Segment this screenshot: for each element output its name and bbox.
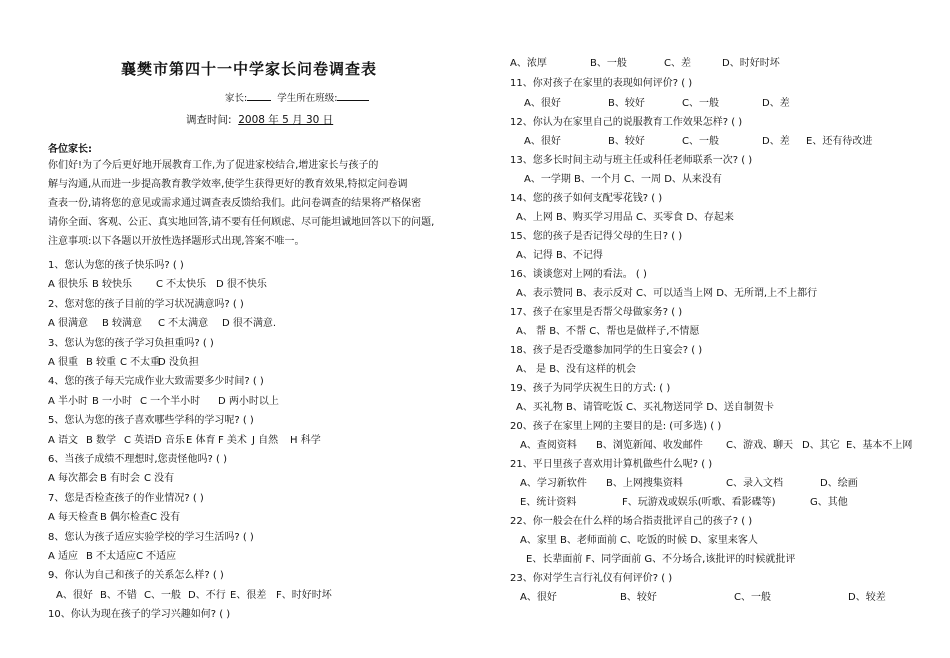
q22-options-row1: A、家里 B、老师面前 C、吃饭的时候 D、家里来客人	[520, 535, 758, 546]
answer-option[interactable]: C 一个半小时	[140, 395, 201, 407]
parent-blank[interactable]	[247, 91, 271, 101]
answer-option[interactable]: B 一小时	[92, 395, 133, 407]
answer-option[interactable]: C 不太满意	[158, 318, 209, 330]
answer-option[interactable]: E、很差	[230, 589, 267, 601]
question-10: 10、你认为现在孩子的学习兴趣如何? ( )	[48, 609, 231, 621]
answer-option[interactable]: E、基本不上网	[846, 440, 913, 451]
answer-option[interactable]: D、不行	[188, 589, 226, 601]
answer-option[interactable]: B 偶尔检查	[100, 512, 151, 524]
answer-option[interactable]: C 没有	[144, 473, 175, 485]
answer-option[interactable]: A、很好	[56, 589, 93, 601]
q20-options	[520, 436, 930, 450]
q10-options	[510, 54, 930, 68]
answer-option[interactable]: B、不错	[100, 589, 137, 601]
question-12: 12、你认为在家里自己的说服教育工作效果怎样? ( )	[510, 117, 743, 128]
answer-option[interactable]: C 不适应	[136, 551, 177, 562]
answer-option[interactable]: F、时好时坏	[276, 589, 332, 601]
answer-option[interactable]: B、较好	[620, 592, 657, 603]
q9-options	[48, 586, 448, 600]
q16-options: A、表示赞同 B、表示反对 C、可以适当上网 D、无所谓,上不上都行	[516, 288, 818, 299]
question-14: 14、您的孩子如何支配零花钱? ( )	[510, 193, 663, 204]
answer-option[interactable]: B 有时会	[100, 473, 141, 485]
question-4: 4、您的孩子每天完成作业大致需要多少时间? ( )	[48, 376, 264, 388]
question-11: 11、你对孩子在家里的表现如何评价? ( )	[510, 78, 693, 89]
q19-options: A、买礼物 B、请管吃饭 C、买礼物送同学 D、送自制贺卡	[516, 402, 774, 413]
answer-option[interactable]: A 很重	[48, 357, 79, 368]
answer-option[interactable]: D、绘画	[820, 478, 858, 489]
answer-option[interactable]: B 数学	[86, 434, 117, 446]
q12-options	[524, 132, 924, 146]
answer-option[interactable]: G、其他	[810, 497, 848, 508]
q21-options-row1	[520, 474, 930, 488]
question-13: 13、您多长时间主动与班主任或科任老师联系一次? ( )	[510, 155, 753, 166]
answer-option[interactable]: A、很好	[524, 136, 561, 147]
answer-option[interactable]: C、一般	[682, 136, 719, 147]
q4-options	[48, 392, 448, 406]
q13-options: A、一学期 B、一个月 C、一周 D、从来没有	[524, 174, 722, 185]
page-title: 襄樊市第四十一中学家长问卷调查表	[120, 60, 377, 78]
question-9: 9、你认为自己和孩子的关系怎么样? ( )	[48, 570, 224, 582]
answer-option[interactable]: A、很好	[524, 98, 561, 109]
answer-option[interactable]: D 很不快乐	[216, 279, 267, 291]
q11-options	[524, 94, 924, 108]
answer-option[interactable]: A 半小时	[48, 395, 89, 407]
question-5: 5、您认为您的孩子喜欢哪些学科的学习呢? ( )	[48, 415, 254, 427]
answer-option[interactable]: D、差	[762, 98, 790, 109]
answer-option[interactable]: F、玩游戏或娱乐(听歌、看影碟等)	[622, 497, 776, 508]
answer-option[interactable]: A 很满意	[48, 318, 89, 330]
parent-info-line	[225, 90, 369, 104]
answer-option[interactable]: D 没负担	[158, 357, 199, 368]
question-16: 16、谈谈您对上网的看法。 ( )	[510, 269, 647, 280]
question-7: 7、您是否检查孩子的作业情况? ( )	[48, 492, 204, 504]
q1-options	[48, 275, 448, 289]
answer-option[interactable]: D 很不满意.	[222, 318, 277, 330]
q5-options	[48, 431, 448, 445]
answer-option[interactable]: A 语文	[48, 434, 79, 446]
answer-option[interactable]: C 英语	[124, 434, 155, 446]
answer-option[interactable]: A、查阅资料	[520, 440, 577, 451]
question-23: 23、你对学生言行礼仪有何评价? ( )	[510, 573, 673, 584]
question-22: 22、你一般会在什么样的场合指责批评自己的孩子? ( )	[510, 516, 753, 527]
answer-option[interactable]: C 不太重	[120, 357, 161, 368]
question-19: 19、孩子为同学庆祝生日的方式: ( )	[510, 383, 671, 394]
question-17: 17、孩子在家里是否帮父母做家务? ( )	[510, 307, 683, 318]
q3-options	[48, 353, 448, 367]
answer-option[interactable]: B、较好	[608, 98, 645, 109]
greeting: 各位家长:	[48, 144, 92, 155]
question-1: 1、您认为您的孩子快乐吗? ( )	[48, 260, 184, 271]
answer-option[interactable]: D 两小时以上	[218, 395, 279, 407]
answer-option[interactable]: C、一般	[734, 592, 771, 603]
answer-option[interactable]: C 没有	[150, 512, 181, 524]
question-21: 21、平日里孩子喜欢用计算机做些什么呢? ( )	[510, 459, 713, 470]
question-2: 2、您对您的孩子目前的学习状况满意吗? ( )	[48, 298, 244, 310]
date-label: 调查时间:	[186, 114, 232, 126]
answer-option[interactable]: C 不太快乐	[156, 279, 207, 291]
question-20: 20、孩子在家里上网的主要目的是: (可多选) ( )	[510, 421, 722, 432]
question-3: 3、您认为您的孩子学习负担重吗? ( )	[48, 337, 214, 349]
answer-option[interactable]: E 体育	[186, 434, 216, 446]
q18-options: A、 是 B、没有这样的机会	[516, 364, 637, 375]
answer-option[interactable]: A 很快乐	[48, 279, 89, 291]
answer-option[interactable]: B、较好	[608, 136, 645, 147]
answer-option[interactable]: F 美术	[218, 434, 247, 446]
answer-option[interactable]: B、一般	[590, 58, 627, 69]
answer-option[interactable]: D、差	[762, 136, 790, 147]
survey-date-line	[186, 112, 333, 127]
question-15: 15、您的孩子是否记得父母的生日? ( )	[510, 231, 683, 242]
answer-option[interactable]: B 不太适应	[86, 551, 137, 562]
answer-option[interactable]: E、统计资料	[520, 497, 577, 508]
answer-option[interactable]: B 较快乐	[92, 279, 133, 291]
q15-options: A、记得 B、不记得	[516, 250, 603, 261]
answer-option[interactable]: C、差	[664, 58, 691, 69]
intro-paragraph: 你们好!为了今后更好地开展教育工作,为了促进家校结合,增进家长与孩子的 解与沟通,从而进一步提高教育教学效率,使学生获得更好的教育效果,特拟定问卷调 查表一份,请将您的意见或需求通过调查表反馈给我们。此问卷调查的结果将严格保密 请你全面、客观、公正、真实地回答,请不要有任何顾虑、尽可能坦诚地回答以下的问题, 注意事项:以下各题以开放性选择题形式出现,答案不唯一。	[48, 160, 435, 247]
date-value: 2008 年 5 月 30 日	[238, 114, 334, 126]
answer-option[interactable]: D、较差	[848, 592, 886, 603]
answer-option[interactable]: B、上网搜集资料	[606, 478, 683, 489]
answer-option[interactable]: E、还有待改进	[806, 136, 873, 147]
answer-option[interactable]: C、录入文档	[726, 478, 783, 489]
answer-option[interactable]: A、学习新软件	[520, 478, 587, 489]
q2-options	[48, 314, 448, 328]
q23-options	[520, 588, 930, 602]
answer-option[interactable]: A、浓厚	[510, 58, 547, 69]
q14-options: A、上网 B、购买学习用品 C、买零食 D、存起来	[516, 212, 734, 223]
question-6: 6、当孩子成绩不理想时,您责怪他吗? ( )	[48, 454, 228, 465]
answer-option[interactable]: D、时好时坏	[722, 58, 780, 69]
answer-option[interactable]: A、很好	[520, 592, 557, 603]
class-blank[interactable]	[337, 91, 369, 101]
answer-option[interactable]: H 科学	[290, 434, 321, 446]
q7-options	[48, 508, 448, 522]
answer-option[interactable]: A 每天检查	[48, 512, 99, 524]
q17-options: A、 帮 B、不帮 C、帮也是做样子,不情愿	[516, 326, 700, 337]
parent-label: 家长:	[225, 93, 248, 104]
class-label: 学生所在班级:	[277, 93, 338, 104]
answer-option[interactable]: D、其它	[802, 440, 840, 451]
answer-option[interactable]: J 自然	[252, 434, 279, 446]
question-18: 18、孩子是否受邀参加同学的生日宴会? ( )	[510, 345, 703, 356]
q6-options	[48, 469, 448, 483]
q21-options-row2	[520, 493, 930, 507]
answer-option[interactable]: D 音乐	[154, 434, 185, 446]
answer-option[interactable]: A 适应	[48, 551, 79, 562]
answer-option[interactable]: B、浏览新闻、收发邮件	[596, 440, 703, 451]
answer-option[interactable]: B 较满意	[102, 318, 143, 330]
q22-options-row2: E、长辈面前 F、同学面前 G、不分场合,该批评的时候就批评	[526, 554, 796, 565]
answer-option[interactable]: A 每次都会	[48, 473, 99, 485]
answer-option[interactable]: C、游戏、聊天	[726, 440, 793, 451]
question-8: 8、您认为孩子适应实验学校的学习生活吗? ( )	[48, 531, 254, 543]
q8-options	[48, 547, 448, 561]
answer-option[interactable]: C、一般	[682, 98, 719, 109]
answer-option[interactable]: C、一般	[144, 589, 181, 601]
answer-option[interactable]: B 较重	[86, 357, 117, 368]
